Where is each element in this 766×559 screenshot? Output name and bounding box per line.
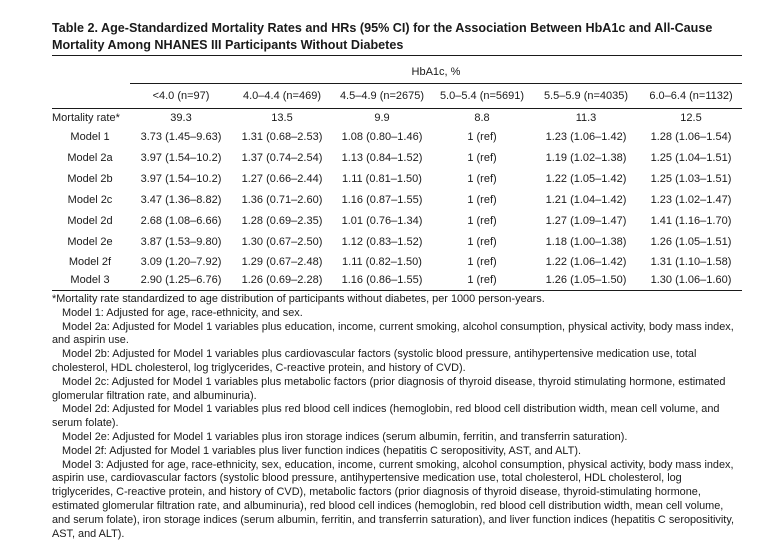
table-cell: 1 (ref) [467,215,497,227]
table-cell: 1 (ref) [467,131,497,143]
table-cell: 1.08 (0.80–1.46) [341,131,423,143]
table-cell: 3.47 (1.36–8.82) [140,194,222,206]
table-cell: 1.26 (0.69–2.28) [241,274,323,286]
table-cell: 1.23 (1.06–1.42) [545,131,627,143]
footnote: Model 2c: Adjusted for Model 1 variables plus metabolic factors (prior diagnosis of thyroid disease, thyroid stimulating hormone, estimated glomerular filtration rate, and albuminuria). [52,375,726,402]
table-cell: 12.5 [680,112,702,124]
table-cell: 1 (ref) [467,152,497,164]
row-label: Model 3 [70,274,110,286]
column-header-4: 5.0–5.4 (n=5691) [439,90,525,102]
row-label: Model 2d [67,215,113,227]
table-cell: 1.41 (1.16–1.70) [650,215,732,227]
footnote: Model 2a: Adjusted for Model 1 variables plus education, income, current smoking, alcohol consumption, physical activity, body mass index, and aspirin use. [52,320,734,347]
column-header-6: 6.0–6.4 (n=1132) [649,90,733,102]
table-cell: 1.23 (1.02–1.47) [650,194,732,206]
footnote: Model 2d: Adjusted for Model 1 variables plus red blood cell indices (hemoglobin, red blood cell distribution width, mean cell volume, and serum folate). [52,403,720,430]
table-cell: 8.8 [474,112,490,124]
table-cell: 3.87 (1.53–9.80) [140,236,222,248]
table-cell: 1.29 (0.67–2.48) [241,256,323,268]
table-cell: 1 (ref) [467,173,497,185]
table-cell: 1.18 (1.00–1.38) [545,236,627,248]
table-cell: 1.22 (1.06–1.42) [545,256,627,268]
table-cell: 1.27 (0.66–2.44) [241,173,323,185]
table-cell: 1.19 (1.02–1.38) [545,152,627,164]
table-cell: 1 (ref) [467,274,497,286]
table-cell: 1.21 (1.04–1.42) [545,194,627,206]
table-footnotes [52,293,744,541]
column-header-1: <4.0 (n=97) [152,90,210,102]
table-cell: 1.30 (1.06–1.60) [650,274,732,286]
table-cell: 1.16 (0.86–1.55) [341,274,423,286]
table-cell: 1.27 (1.09–1.47) [545,215,627,227]
table-cell: 9.9 [374,112,390,124]
footnote: Model 3: Adjusted for age, race-ethnicity, sex, education, income, current smoking, alcohol consumption, physical activity, body mass index, aspirin use, cardiovascular factors (systolic blood pressure, antihypertensive medication use, total cholesterol, HDL cholesterol, log triglycerides, C-reactive protein, and history of CVD), metabolic factors (prior diagnosis of thyroid disease, thyroid-stimulating hormone, estimated glomerular filtration rate, and albuminuria), red blood cell indices (hemoglobin, red blood cell distribution width, mean cell volume, and serum folate), iron storage indices (serum albumin, ferritin, and transferrin saturation), and liver function indices (hepatitis C seropositivity, AST, and ALT). [52,458,734,540]
row-label: Model 2e [67,236,113,248]
table-cell: 3.97 (1.54–10.2) [140,152,222,164]
footnote: Model 1: Adjusted for age, race-ethnicity, and sex. [62,306,303,319]
row-label: Model 2a [67,152,113,164]
table-title: Table 2. Age-Standardized Mortality Rates and HRs (95% CI) for the Association Between HbA1c and All-Cause Mortality Among NHANES III Participants Without Diabetes [52,21,713,52]
table-cell: 1.13 (0.84–1.52) [341,152,423,164]
column-header-2: 4.0–4.4 (n=469) [243,90,321,102]
table-cell: 1.28 (1.06–1.54) [650,131,732,143]
footnote: Model 2b: Adjusted for Model 1 variables plus cardiovascular factors (systolic blood pressure, antihypertensive medication use, total cholesterol, HDL cholesterol, log triglycerides, C-reactive protein, and history of CVD). [52,348,697,374]
table-cell: 1.22 (1.05–1.42) [545,173,627,185]
table-cell: 3.73 (1.45–9.63) [140,131,222,143]
table-cell: 1 (ref) [467,256,497,268]
table-cell: 39.3 [170,112,192,124]
footnote: Model 2f: Adjusted for Model 1 variables plus liver function indices (hepatitis C seropositivity, AST, and ALT). [62,444,581,457]
spanner-rule [130,83,742,84]
table-cell: 1.37 (0.74–2.54) [241,152,323,164]
table-cell: 2.68 (1.08–6.66) [140,215,222,227]
table-cell: 1 (ref) [467,236,497,248]
header-rule [52,108,742,109]
row-label: Mortality rate* [52,112,120,124]
footnote: Model 2e: Adjusted for Model 1 variables plus iron storage indices (serum albumin, ferritin, and transferrin saturation). [62,430,628,443]
row-label: Model 2f [68,256,112,268]
row-label: Model 1 [70,131,110,143]
table-cell: 1.31 (0.68–2.53) [241,131,323,143]
table-cell: 1.30 (0.67–2.50) [241,236,323,248]
table-cell: 11.3 [575,112,597,124]
table-cell: 1.28 (0.69–2.35) [241,215,323,227]
bottom-rule [52,290,742,291]
column-header-5: 5.5–5.9 (n=4035) [543,90,629,102]
table-cell: 1.25 (1.04–1.51) [650,152,732,164]
table-cell: 1.26 (1.05–1.51) [650,236,732,248]
table-cell: 1.25 (1.03–1.51) [650,173,732,185]
table-cell: 13.5 [271,112,293,124]
table-cell: 1.11 (0.82–1.50) [342,256,422,268]
column-header-3: 4.5–4.9 (n=2675) [339,90,425,102]
top-rule [52,55,742,56]
table-cell: 3.09 (1.20–7.92) [140,256,222,268]
row-label: Model 2b [67,173,113,185]
table-cell: 1.31 (1.10–1.58) [650,256,732,268]
table-cell: 2.90 (1.25–6.76) [140,274,222,286]
table-cell: 1.26 (1.05–1.50) [545,274,627,286]
table-cell: 3.97 (1.54–10.2) [140,173,222,185]
table-cell: 1 (ref) [467,194,497,206]
footnote: *Mortality rate standardized to age distribution of participants without diabetes, per 1000 person-years. [52,293,545,305]
table-cell: 1.01 (0.76–1.34) [341,215,423,227]
table-cell: 1.12 (0.83–1.52) [341,236,423,248]
row-label: Model 2c [67,194,113,206]
table-cell: 1.16 (0.87–1.55) [341,194,423,206]
hba1c-spanner-header: HbA1c, % [411,66,461,78]
table-cell: 1.36 (0.71–2.60) [241,194,323,206]
table-cell: 1.11 (0.81–1.50) [342,173,422,185]
